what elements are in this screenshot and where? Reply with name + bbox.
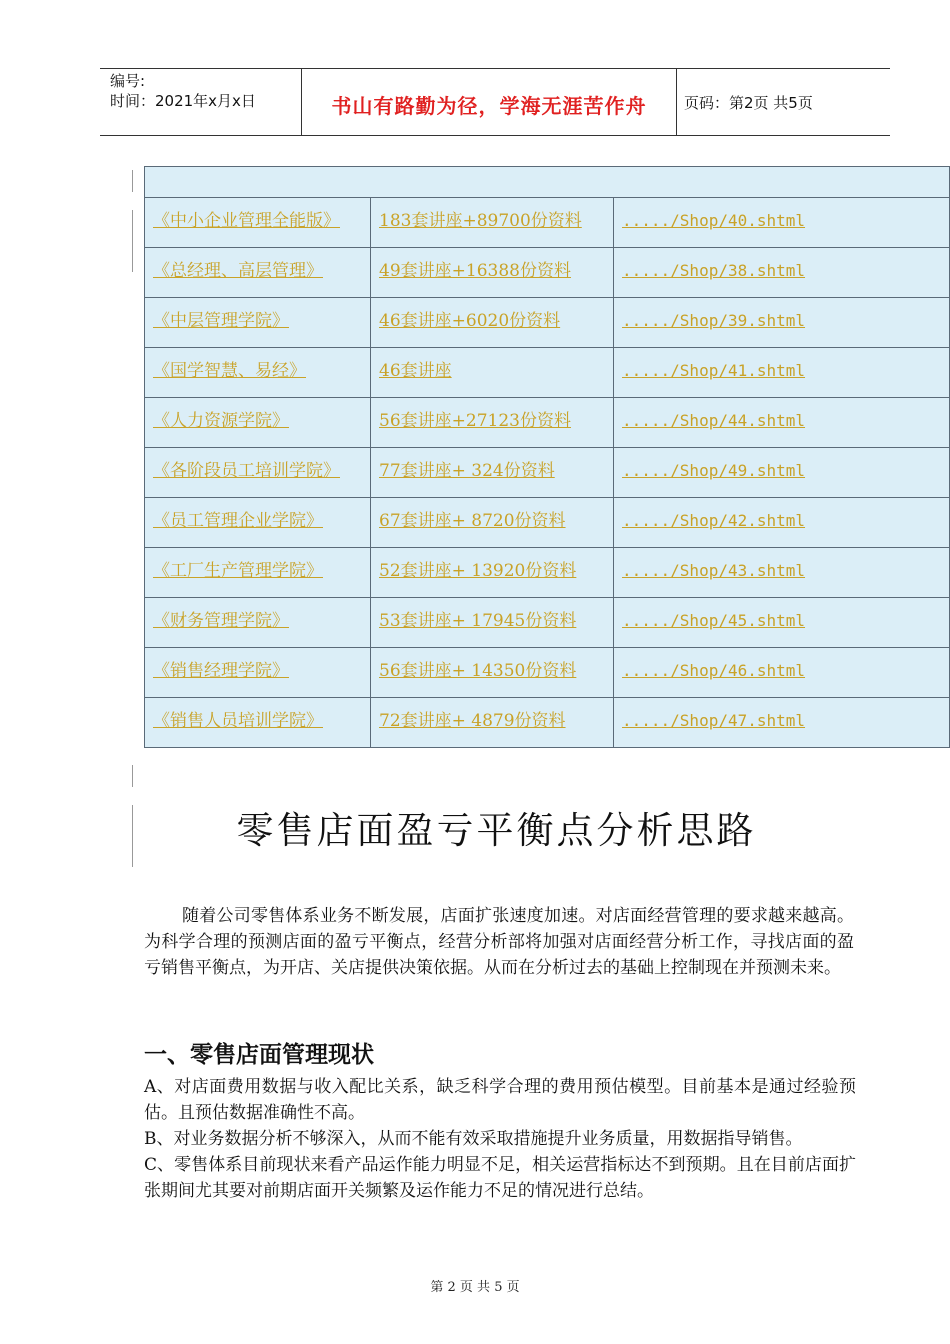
- course-name-link[interactable]: 《销售人员培训学院》: [153, 711, 323, 731]
- table-cell: [371, 498, 614, 548]
- table-row: [145, 648, 950, 698]
- course-desc-link[interactable]: 77套讲座+ 324份资料: [379, 461, 555, 481]
- course-url-link[interactable]: ...../Shop/39.shtml: [622, 311, 806, 330]
- list-item: A、对店面费用数据与收入配比关系，缺乏科学合理的费用预估模型。目前基本是通过经验预估。且预估数据准确性不高。: [144, 1077, 856, 1123]
- course-desc-link[interactable]: 72套讲座+ 4879份资料: [379, 711, 566, 731]
- course-name-link[interactable]: 《中小企业管理全能版》: [153, 211, 340, 231]
- table-cell: [145, 398, 371, 448]
- course-url-link[interactable]: ...../Shop/44.shtml: [622, 411, 806, 430]
- course-name-link[interactable]: 《员工管理企业学院》: [153, 511, 323, 531]
- table-cell: [371, 648, 614, 698]
- table-row: [145, 298, 950, 348]
- table-cell: [145, 698, 371, 748]
- header-left: [110, 71, 256, 111]
- table-row: [145, 448, 950, 498]
- course-name-link[interactable]: 《销售经理学院》: [153, 661, 289, 681]
- article-title: 零售店面盈亏平衡点分析思路: [236, 809, 757, 852]
- page-footer: 第 2 页 共 5 页: [430, 1280, 520, 1295]
- table-cell: [371, 448, 614, 498]
- course-desc-link[interactable]: 56套讲座+27123份资料: [379, 411, 571, 431]
- table-cell: [614, 398, 950, 448]
- section-heading: 一、零售店面管理现状: [144, 1042, 374, 1068]
- serial-label: 编号:: [110, 72, 146, 90]
- table-cell: [371, 298, 614, 348]
- table-cell: [371, 398, 614, 448]
- course-name-link[interactable]: 《财务管理学院》: [153, 611, 289, 631]
- table-row: [145, 398, 950, 448]
- course-name-link[interactable]: 《各阶段员工培训学院》: [153, 461, 340, 481]
- course-desc-link[interactable]: 46套讲座+6020份资料: [379, 311, 561, 331]
- table-cell: [614, 548, 950, 598]
- header-divider: [676, 69, 677, 135]
- table-cell: [614, 348, 950, 398]
- course-desc-link[interactable]: 56套讲座+ 14350份资料: [379, 661, 577, 681]
- table-cell: [145, 498, 371, 548]
- header-motto: 书山有路勤为径，学海无涯苦作舟: [331, 94, 647, 118]
- table-cell: [371, 248, 614, 298]
- table-header-cell: [145, 167, 950, 198]
- course-url-link[interactable]: ...../Shop/45.shtml: [622, 611, 806, 630]
- course-url-link[interactable]: ...../Shop/49.shtml: [622, 461, 806, 480]
- course-desc-link[interactable]: 49套讲座+16388份资料: [379, 261, 571, 281]
- table-row: [145, 348, 950, 398]
- table-cell: [371, 598, 614, 648]
- article-lead-paragraph: 随着公司零售体系业务不断发展，店面扩张速度加速。对店面经营管理的要求越来越高。为科学合理的预测店面的盈亏平衡点，经营分析部将加强对店面经营分析工作，寻找店面的盈亏销售平衡点，为开店、关店提供决策依据。从而在分析过去的基础上控制现在并预测未来。: [144, 906, 854, 978]
- table-cell: [614, 648, 950, 698]
- course-desc-link[interactable]: 67套讲座+ 8720份资料: [379, 511, 566, 531]
- course-name-link[interactable]: 《中层管理学院》: [153, 311, 289, 331]
- header-page-info: 页码：第2页 共5页: [684, 94, 813, 112]
- table-cell: [614, 248, 950, 298]
- margin-tick: [132, 805, 133, 867]
- table-row: [145, 498, 950, 548]
- table-cell: [371, 198, 614, 248]
- table-cell: [614, 198, 950, 248]
- list-item: B、对业务数据分析不够深入，从而不能有效采取措施提升业务质量，用数据指导销售。: [144, 1129, 803, 1149]
- table-cell: [145, 248, 371, 298]
- course-name-link[interactable]: 《工厂生产管理学院》: [153, 561, 323, 581]
- table-cell: [371, 698, 614, 748]
- table-cell: [371, 348, 614, 398]
- course-name-link[interactable]: 《国学智慧、易经》: [153, 361, 306, 381]
- table-cell: [145, 298, 371, 348]
- margin-tick: [132, 170, 133, 192]
- table-cell: [371, 548, 614, 598]
- course-url-link[interactable]: ...../Shop/38.shtml: [622, 261, 806, 280]
- course-table: [144, 166, 950, 748]
- course-desc-link[interactable]: 183套讲座+89700份资料: [379, 211, 582, 231]
- list-item: C、零售体系目前现状来看产品运作能力明显不足，相关运营指标达不到预期。且在目前店面扩张期间尤其要对前期店面开关频繁及运作能力不足的情况进行总结。: [144, 1155, 856, 1201]
- table-cell: [145, 348, 371, 398]
- table-cell: [145, 548, 371, 598]
- course-url-link[interactable]: ...../Shop/40.shtml: [622, 211, 806, 230]
- course-desc-link[interactable]: 53套讲座+ 17945份资料: [379, 611, 577, 631]
- course-url-link[interactable]: ...../Shop/47.shtml: [622, 711, 806, 730]
- table-cell: [614, 498, 950, 548]
- course-name-link[interactable]: 《人力资源学院》: [153, 411, 289, 431]
- table-cell: [145, 598, 371, 648]
- course-desc-link[interactable]: 52套讲座+ 13920份资料: [379, 561, 577, 581]
- table-row: [145, 198, 950, 248]
- course-desc-link[interactable]: 46套讲座: [379, 361, 452, 381]
- course-url-link[interactable]: ...../Shop/42.shtml: [622, 511, 806, 530]
- table-cell: [145, 648, 371, 698]
- date-label: 时间：2021年x月x日: [110, 92, 256, 110]
- course-url-link[interactable]: ...../Shop/41.shtml: [622, 361, 806, 380]
- table-cell: [614, 448, 950, 498]
- margin-tick: [132, 210, 133, 272]
- table-row: [145, 548, 950, 598]
- margin-tick: [132, 765, 133, 787]
- page-header: [100, 68, 890, 136]
- table-row: [145, 598, 950, 648]
- table-cell: [614, 698, 950, 748]
- status-list: [144, 1074, 856, 1204]
- table-row: [145, 248, 950, 298]
- course-url-link[interactable]: ...../Shop/46.shtml: [622, 661, 806, 680]
- course-name-link[interactable]: 《总经理、高层管理》: [153, 261, 323, 281]
- table-row: [145, 698, 950, 748]
- table-cell: [614, 598, 950, 648]
- table-header-row: [145, 167, 950, 198]
- table-cell: [145, 198, 371, 248]
- table-cell: [614, 298, 950, 348]
- course-url-link[interactable]: ...../Shop/43.shtml: [622, 561, 806, 580]
- table-cell: [145, 448, 371, 498]
